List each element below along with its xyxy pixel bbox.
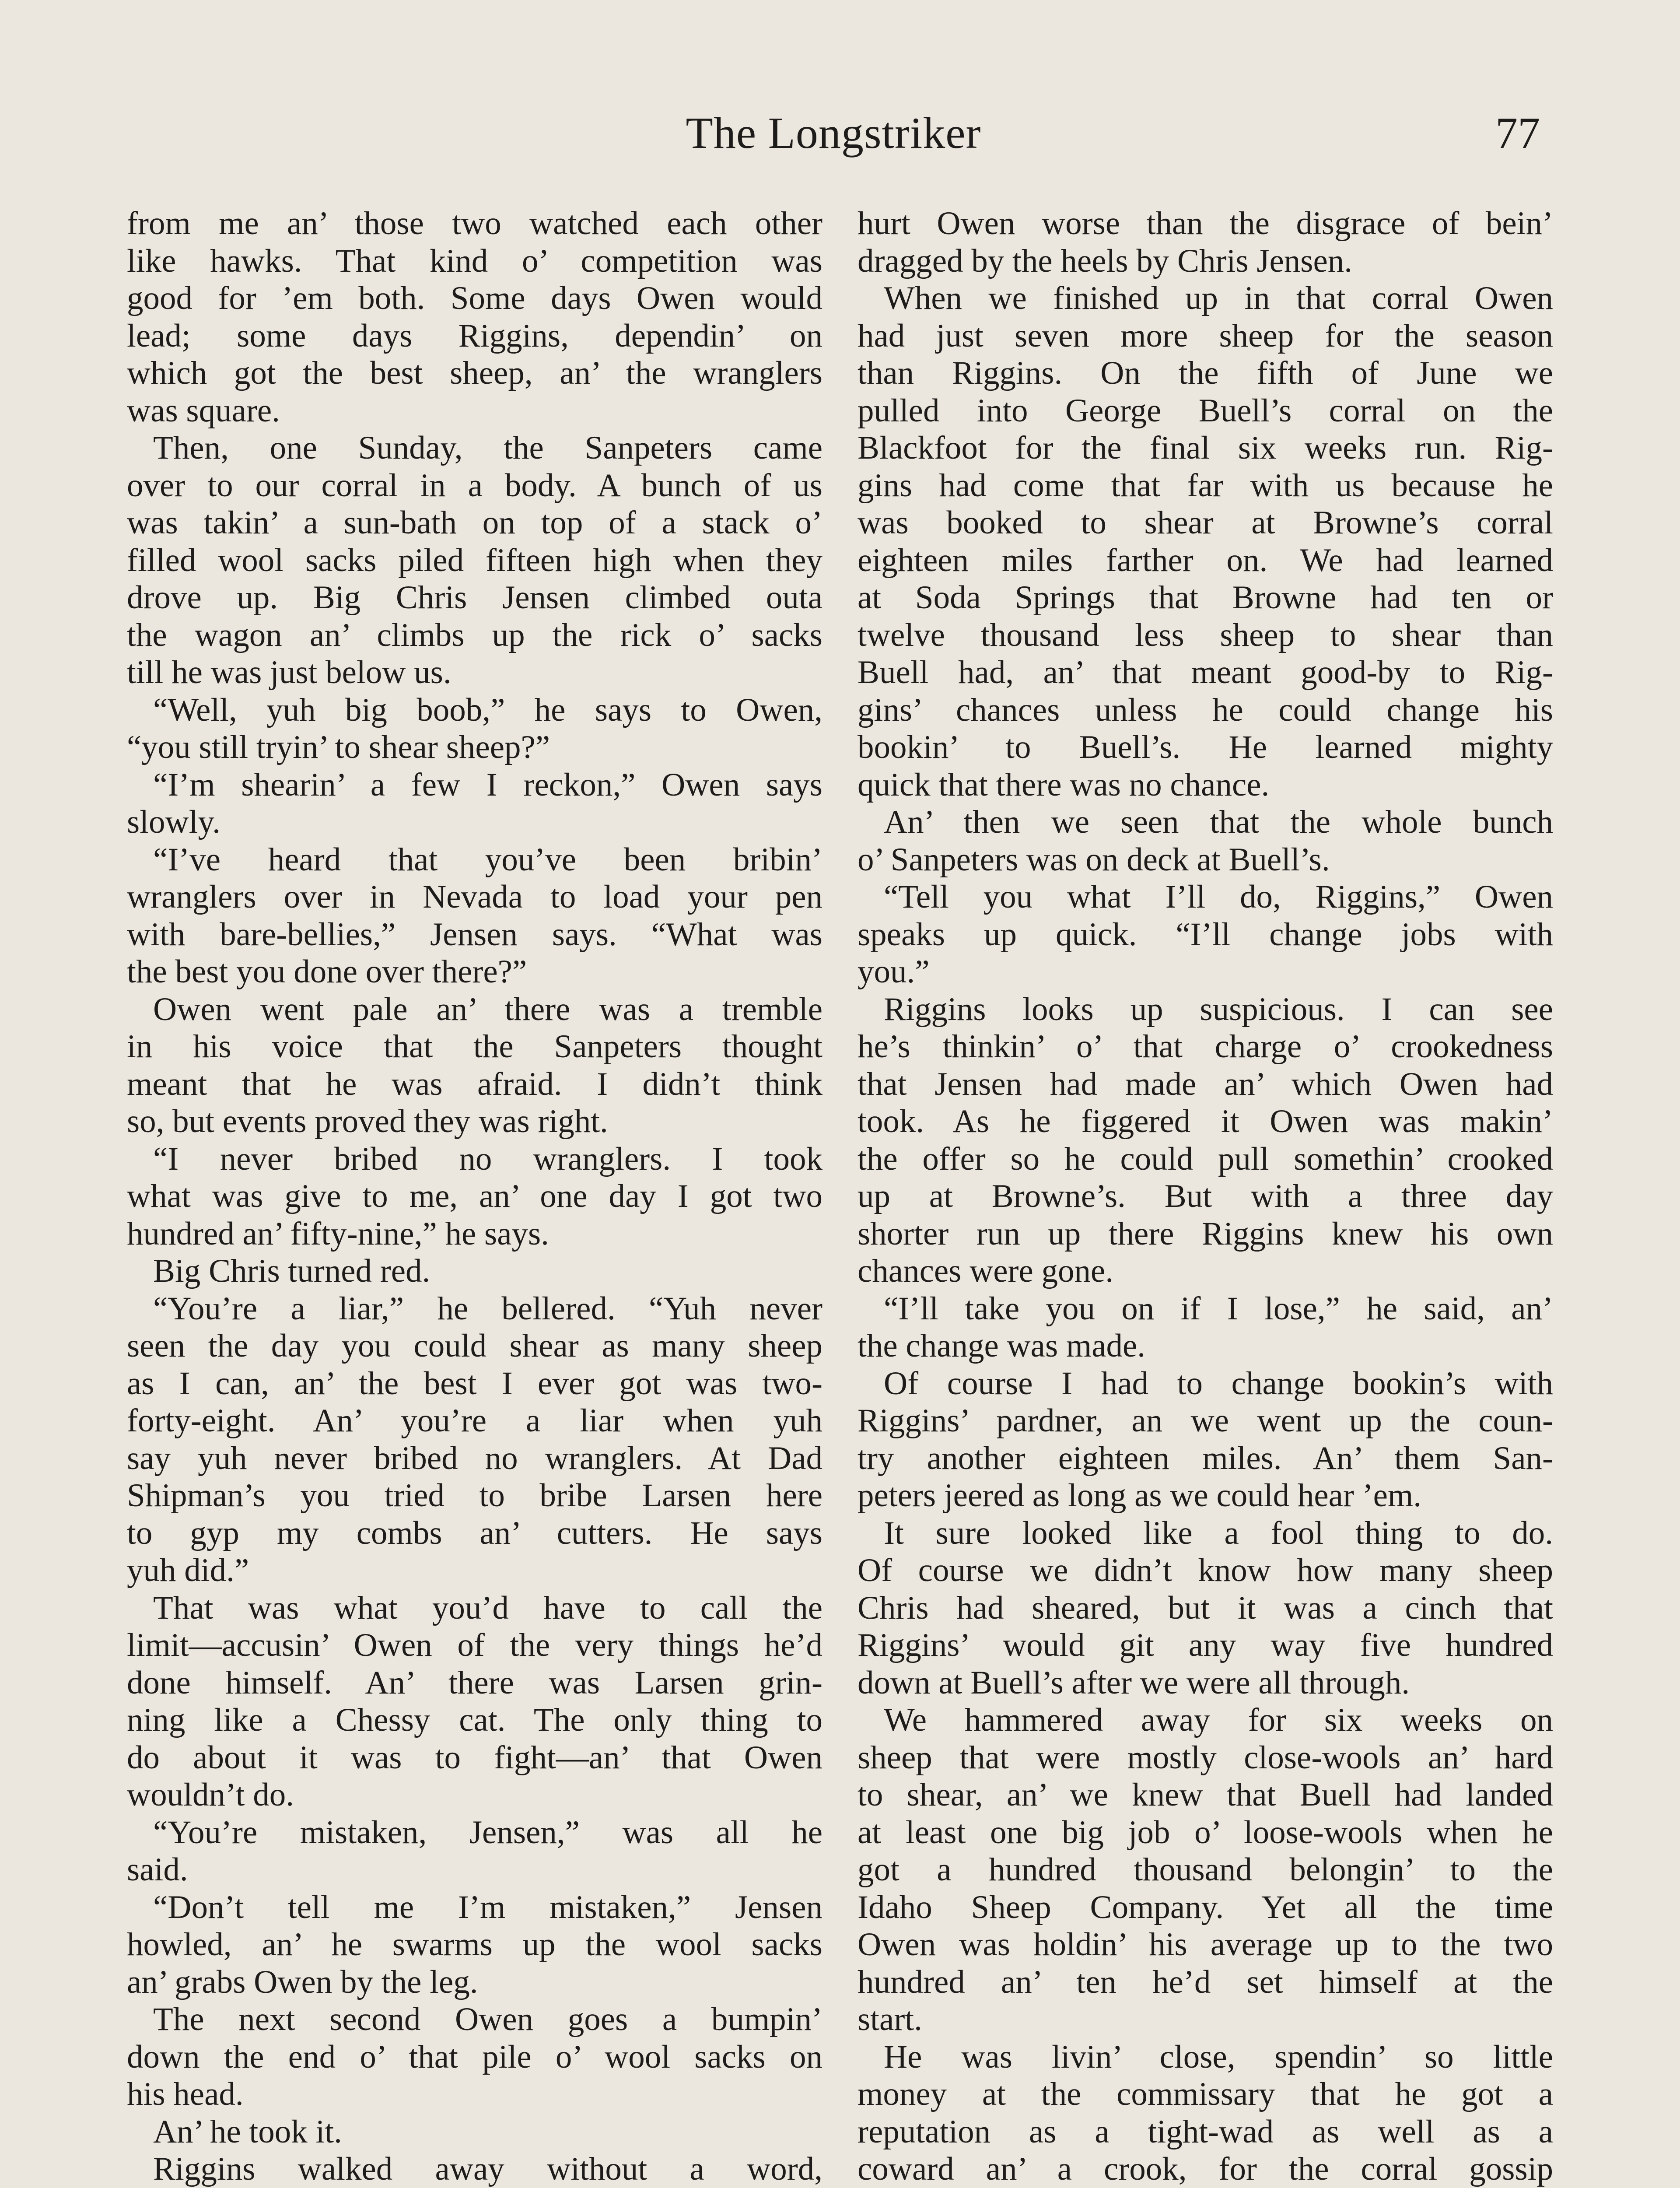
text-line: gins had come that far with us because he: [858, 467, 1553, 504]
text-line: hurt Owen worse than the disgrace of bein’: [858, 205, 1553, 242]
text-line: “You’re mistaken, Jensen,” was all he: [153, 1814, 822, 1851]
running-head: [127, 105, 1540, 162]
text-line: Big Chris turned red.: [153, 1253, 430, 1289]
text-line: down at Buell’s after we were all through.: [858, 1664, 1410, 1701]
text-line: “I’ll take you on if I lose,” he said, an’: [884, 1290, 1553, 1327]
text-line: good for ’em both. Some days Owen would: [127, 280, 822, 316]
text-line: at least one big job o’ loose-wools when he: [858, 1814, 1553, 1851]
text-line: reputation as a tight-wad as well as a: [858, 2113, 1553, 2150]
text-line: yuh did.”: [127, 1552, 249, 1588]
text-line: ning like a Chessy cat. The only thing to: [127, 1702, 822, 1738]
text-line: coward an’ a crook, for the corral gossip: [858, 2151, 1553, 2187]
text-line: had just seven more sheep for the season: [858, 317, 1553, 354]
text-line: “you still tryin’ to shear sheep?”: [127, 729, 550, 765]
text-line: howled, an’ he swarms up the wool sacks: [127, 1926, 822, 1963]
text-line: hundred an’ fifty-nine,” he says.: [127, 1215, 549, 1252]
text-line: down the end o’ that pile o’ wool sacks on: [127, 2038, 822, 2075]
text-line: slowly.: [127, 804, 220, 840]
text-line: dragged by the heels by Chris Jensen.: [858, 242, 1353, 279]
text-line: was booked to shear at Browne’s corral: [858, 505, 1553, 541]
text-line: filled wool sacks piled fifteen high when they: [127, 542, 822, 579]
text-line: seen the day you could shear as many sheep: [127, 1328, 822, 1364]
text-line: he’s thinkin’ o’ that charge o’ crookedness: [858, 1028, 1553, 1065]
text-line: When we finished up in that corral Owen: [884, 280, 1553, 316]
text-line: the offer so he could pull somethin’ crooked: [858, 1140, 1553, 1177]
text-line: Riggins’ pardner, an we went up the coun-: [858, 1403, 1553, 1439]
text-line: what was give to me, an’ one day I got two: [127, 1178, 822, 1214]
text-line: Shipman’s you tried to bribe Larsen here: [127, 1477, 822, 1514]
text-line: sheep that were mostly close-wools an’ hard: [858, 1739, 1553, 1776]
text-line: “I’m shearin’ a few I reckon,” Owen says: [153, 766, 822, 803]
text-line: Then, one Sunday, the Sanpeters came: [153, 430, 822, 466]
text-line: “Don’t tell me I’m mistaken,” Jensen: [153, 1889, 822, 1925]
text-line: which got the best sheep, an’ the wranglers: [127, 355, 822, 391]
text-line: An’ he took it.: [153, 2113, 342, 2150]
text-line: than Riggins. On the fifth of June we: [858, 355, 1553, 391]
text-line: Chris had sheared, but it was a cinch that: [858, 1589, 1553, 1626]
text-line: to shear, an’ we knew that Buell had landed: [858, 1777, 1553, 1813]
text-line: Of course we didn’t know how many sheep: [858, 1552, 1553, 1588]
text-line: the change was made.: [858, 1328, 1146, 1364]
text-line: Owen was holdin’ his average up to the two: [858, 1926, 1553, 1963]
text-line: drove up. Big Chris Jensen climbed outa: [127, 579, 822, 616]
text-line: “Well, yuh big boob,” he says to Owen,: [153, 691, 822, 728]
text-line: speaks up quick. “I’ll change jobs with: [858, 916, 1553, 953]
text-line: bookin’ to Buell’s. He learned mighty: [858, 729, 1553, 765]
text-line: He was livin’ close, spendin’ so little: [884, 2038, 1553, 2075]
text-line: twelve thousand less sheep to shear than: [858, 617, 1553, 653]
text-line: that Jensen had made an’ which Owen had: [858, 1066, 1553, 1102]
text-line: meant that he was afraid. I didn’t think: [127, 1066, 822, 1102]
text-line: the wagon an’ climbs up the rick o’ sacks: [127, 617, 822, 653]
text-line: so, but events proved they was right.: [127, 1103, 608, 1140]
text-line: eighteen miles farther on. We had learned: [858, 542, 1553, 579]
running-title: The Longstriker: [686, 109, 981, 158]
text-line: up at Browne’s. But with a three day: [858, 1178, 1553, 1214]
text-line: It sure looked like a fool thing to do.: [884, 1515, 1553, 1551]
text-line: limit—accusin’ Owen of the very things he’d: [127, 1627, 822, 1663]
text-line: peters jeered as long as we could hear ’em.: [858, 1477, 1422, 1514]
text-line: till he was just below us.: [127, 654, 452, 691]
text-line: with bare-bellies,” Jensen says. “What was: [127, 916, 822, 953]
text-line: “Tell you what I’ll do, Riggins,” Owen: [884, 879, 1553, 915]
text-line: as I can, an’ the best I ever got was two-: [127, 1365, 822, 1402]
text-line: an’ grabs Owen by the leg.: [127, 1964, 478, 2000]
text-line: We hammered away for six weeks on: [884, 1702, 1553, 1738]
text-line: gins’ chances unless he could change his: [858, 691, 1553, 728]
text-line: his head.: [127, 2076, 244, 2112]
text-line: do about it was to fight—an’ that Owen: [127, 1739, 822, 1776]
text-line: was square.: [127, 392, 280, 429]
text-line: Buell had, an’ that meant good-by to Rig-: [858, 654, 1553, 691]
text-line: Riggins looks up suspicious. I can see: [884, 991, 1553, 1027]
text-line: pulled into George Buell’s corral on the: [858, 392, 1553, 429]
text-line: wranglers over in Nevada to load your pen: [127, 879, 822, 915]
text-line: Blackfoot for the final six weeks run. Rig-: [858, 430, 1553, 466]
text-line: Riggins walked away without a word,: [153, 2151, 822, 2187]
text-line: try another eighteen miles. An’ them San-: [858, 1440, 1553, 1476]
text-line: “You’re a liar,” he bellered. “Yuh never: [153, 1290, 822, 1327]
text-line: shorter run up there Riggins knew his own: [858, 1215, 1553, 1252]
text-line: The next second Owen goes a bumpin’: [153, 2001, 822, 2037]
text-line: quick that there was no chance.: [858, 766, 1270, 803]
text-line: Idaho Sheep Company. Yet all the time: [858, 1889, 1553, 1925]
text-line: like hawks. That kind o’ competition was: [127, 242, 822, 279]
text-line: start.: [858, 2001, 922, 2037]
text-line: over to our corral in a body. A bunch of us: [127, 467, 822, 504]
text-line: at Soda Springs that Browne had ten or: [858, 579, 1553, 616]
text-line: forty-eight. An’ you’re a liar when yuh: [127, 1403, 822, 1439]
text-column-right: [858, 205, 1553, 2188]
text-line: “I’ve heard that you’ve been bribin’: [153, 841, 822, 878]
text-line: in his voice that the Sanpeters thought: [127, 1028, 822, 1065]
text-line: money at the commissary that he got a: [858, 2076, 1553, 2112]
text-line: Of course I had to change bookin’s with: [884, 1365, 1553, 1402]
text-line: took. As he figgered it Owen was makin’: [858, 1103, 1553, 1140]
text-line: hundred an’ ten he’d set himself at the: [858, 1964, 1553, 2000]
text-line: An’ then we seen that the whole bunch: [884, 804, 1553, 840]
text-line: wouldn’t do.: [127, 1777, 294, 1813]
text-line: said.: [127, 1851, 188, 1888]
text-line: you.”: [858, 954, 930, 990]
text-line: got a hundred thousand belongin’ to the: [858, 1851, 1553, 1888]
text-line: Owen went pale an’ there was a tremble: [153, 991, 822, 1027]
text-column-left: [127, 205, 822, 2188]
text-line: o’ Sanpeters was on deck at Buell’s.: [858, 841, 1330, 878]
text-line: from me an’ those two watched each other: [127, 205, 822, 242]
page-number: 77: [1495, 109, 1540, 158]
text-line: say yuh never bribed no wranglers. At Dad: [127, 1440, 822, 1476]
text-line: That was what you’d have to call the: [153, 1589, 822, 1626]
text-line: “I never bribed no wranglers. I took: [153, 1140, 822, 1177]
text-line: chances were gone.: [858, 1253, 1114, 1289]
text-line: to gyp my combs an’ cutters. He says: [127, 1515, 822, 1551]
text-line: was takin’ a sun-bath on top of a stack o’: [127, 505, 822, 541]
text-line: done himself. An’ there was Larsen grin-: [127, 1664, 822, 1701]
text-line: lead; some days Riggins, dependin’ on: [127, 317, 822, 354]
text-line: Riggins’ would git any way five hundred: [858, 1627, 1553, 1663]
text-line: the best you done over there?”: [127, 954, 527, 990]
